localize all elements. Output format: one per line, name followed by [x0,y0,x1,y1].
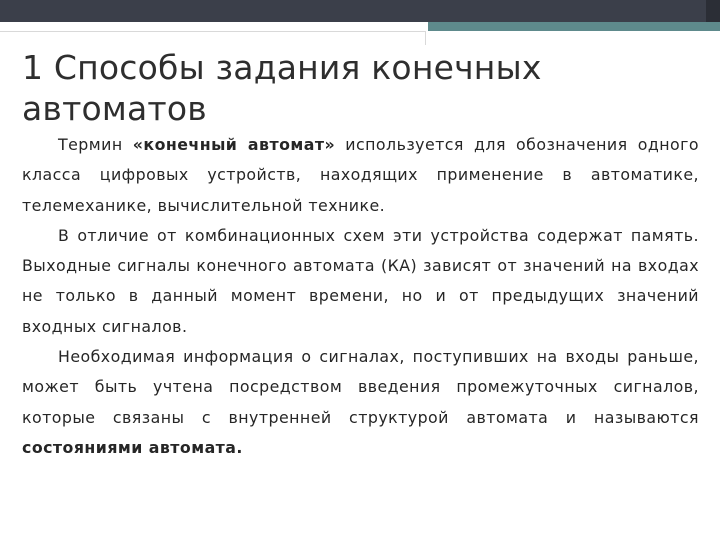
paragraph-states-lead: Необходимая информация о сигналах, поступивших на входы раньше, может быть учтена посредством введения промежуточных сигналов, которые связаны с внутренней структурой автомата и называются [22,347,699,427]
paragraph-definition-lead: Термин [58,135,133,154]
top-decor-bar-end [706,0,720,22]
accent-decor-bar-left [0,22,425,31]
title-divider-line [0,31,426,32]
slide-body [22,130,699,463]
paragraph-definition-rest: используется для обозначения одного класса цифровых устройств, находящих применение в автоматике, телемеханике, вычислительной технике. [22,135,699,215]
paragraph-memory: В отличие от комбинационных схем эти устройства содержат память. Выходные сигналы конечного автомата (КА) зависят от значений на входах не только в данный момент времени, но и от предыдущих значений входных сигналов. [22,225,699,336]
accent-decor-bar [0,22,720,31]
term-automaton-states: состояниями автомата. [22,437,243,457]
paragraph-states [22,342,699,463]
slide-title: 1 Способы задания конечных автоматов [22,48,542,128]
top-decor-bar [0,0,706,22]
term-finite-automaton: «конечный автомат» [132,135,336,154]
accent-decor-bar-right [428,22,720,31]
title-divider-tick [425,31,426,45]
paragraph-definition [22,130,699,221]
